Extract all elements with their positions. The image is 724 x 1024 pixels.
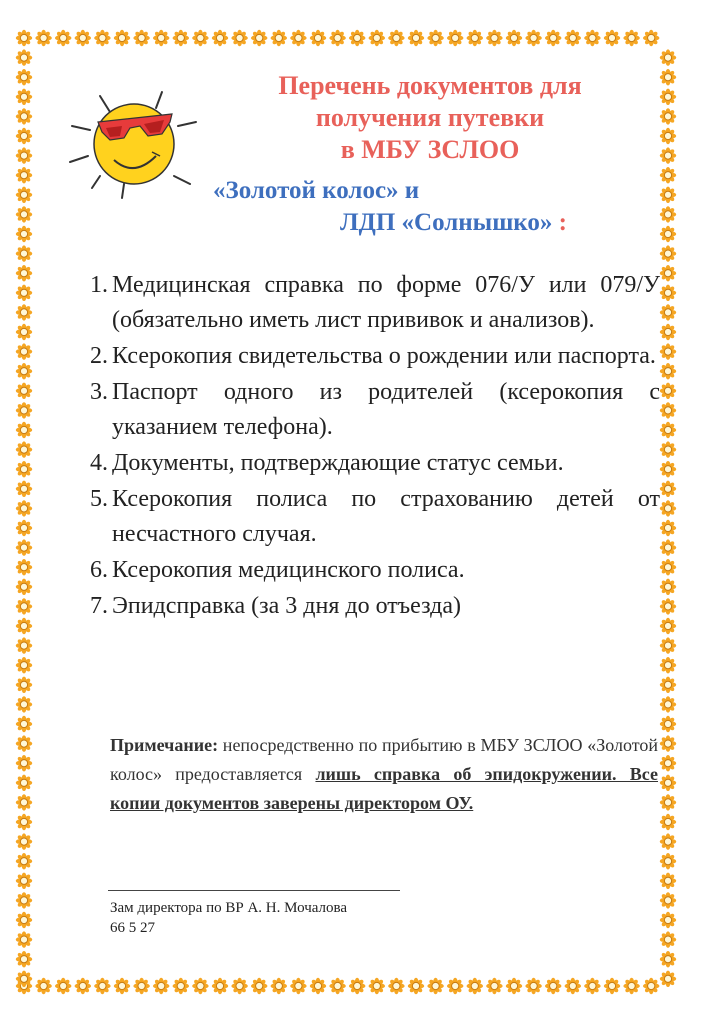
list-item bbox=[90, 375, 660, 445]
sun-with-sunglasses-icon bbox=[64, 86, 204, 216]
border-flower bbox=[660, 108, 676, 124]
border-flower bbox=[584, 30, 600, 46]
border-flower bbox=[467, 30, 483, 46]
border-flower bbox=[660, 637, 676, 653]
list-item-text: Ксерокопия свидетельства о рождении или паспорта. bbox=[112, 343, 656, 369]
list-item-number: 1. bbox=[90, 272, 108, 298]
border-flower bbox=[16, 539, 32, 555]
border-flower bbox=[16, 226, 32, 242]
border-flower bbox=[467, 978, 483, 994]
list-item bbox=[90, 446, 660, 481]
border-flower bbox=[16, 912, 32, 928]
border-flower bbox=[16, 971, 32, 987]
border-flower bbox=[153, 30, 169, 46]
documents-list bbox=[90, 268, 660, 625]
border-flower bbox=[16, 775, 32, 791]
border-flower bbox=[604, 978, 620, 994]
border-flower bbox=[525, 30, 541, 46]
signature-phone: 66 5 27 bbox=[110, 920, 155, 936]
border-flower bbox=[660, 324, 676, 340]
list-item bbox=[90, 553, 660, 588]
note-label: Примечание: bbox=[110, 735, 219, 755]
border-flower bbox=[290, 978, 306, 994]
border-flower bbox=[55, 978, 71, 994]
signature-block bbox=[110, 898, 347, 938]
border-flower bbox=[545, 978, 561, 994]
border-flower bbox=[16, 167, 32, 183]
border-flower bbox=[251, 30, 267, 46]
border-flower bbox=[660, 363, 676, 379]
subtitle-line-2 bbox=[340, 208, 567, 238]
list-item-number: 3. bbox=[90, 379, 108, 405]
border-flower bbox=[660, 618, 676, 634]
border-flower bbox=[660, 343, 676, 359]
border-flower bbox=[16, 147, 32, 163]
border-flower bbox=[290, 30, 306, 46]
border-flower bbox=[660, 89, 676, 105]
border-flower bbox=[660, 539, 676, 555]
list-item-text: Эпидсправка (за 3 дня до отъезда) bbox=[112, 593, 462, 619]
border-flower bbox=[623, 30, 639, 46]
border-flower bbox=[16, 89, 32, 105]
border-flower bbox=[660, 422, 676, 438]
border-flower bbox=[16, 951, 32, 967]
border-flower bbox=[16, 579, 32, 595]
border-flower bbox=[271, 978, 287, 994]
border-flower bbox=[660, 559, 676, 575]
border-flower bbox=[660, 285, 676, 301]
title-line-1: Перечень документов для bbox=[278, 71, 582, 100]
border-flower bbox=[133, 978, 149, 994]
border-flower bbox=[660, 775, 676, 791]
border-flower bbox=[16, 245, 32, 261]
list-item-text: Медицинская справка по форме 076/У или 079/У (обязательно иметь лист прививок и анализов). bbox=[112, 272, 660, 333]
border-flower bbox=[16, 735, 32, 751]
border-flower bbox=[486, 978, 502, 994]
border-flower bbox=[173, 30, 189, 46]
border-flower bbox=[16, 187, 32, 203]
border-flower bbox=[310, 30, 326, 46]
border-flower bbox=[643, 978, 659, 994]
border-flower bbox=[16, 265, 32, 281]
border-flower bbox=[660, 304, 676, 320]
border-flower bbox=[133, 30, 149, 46]
border-flower bbox=[660, 598, 676, 614]
border-flower bbox=[660, 716, 676, 732]
list-item-number: 2. bbox=[90, 343, 108, 369]
list-item-text: Ксерокопия полиса по страхованию детей от несчастного случая. bbox=[112, 486, 660, 547]
border-flower bbox=[16, 618, 32, 634]
border-flower bbox=[16, 794, 32, 810]
border-flower bbox=[660, 461, 676, 477]
border-flower bbox=[525, 978, 541, 994]
list-item-number: 6. bbox=[90, 557, 108, 583]
border-flower bbox=[349, 30, 365, 46]
border-flower bbox=[545, 30, 561, 46]
border-flower bbox=[660, 833, 676, 849]
border-flower bbox=[16, 30, 32, 46]
border-flower bbox=[153, 978, 169, 994]
border-flower bbox=[660, 931, 676, 947]
border-flower bbox=[16, 422, 32, 438]
border-flower bbox=[251, 978, 267, 994]
border-flower bbox=[16, 833, 32, 849]
border-flower bbox=[660, 481, 676, 497]
border-flower bbox=[16, 931, 32, 947]
border-flower bbox=[75, 978, 91, 994]
border-flower bbox=[114, 978, 130, 994]
border-flower bbox=[192, 978, 208, 994]
border-flower bbox=[16, 206, 32, 222]
border-flower bbox=[16, 363, 32, 379]
border-flower bbox=[660, 167, 676, 183]
border-flower bbox=[94, 978, 110, 994]
list-item-number: 5. bbox=[90, 486, 108, 512]
signature-divider bbox=[108, 890, 400, 891]
border-flower bbox=[16, 481, 32, 497]
border-flower bbox=[212, 978, 228, 994]
border-flower bbox=[660, 187, 676, 203]
note-underlined-text: лишь справка об эпидокружении. Все копии документов заверены директором ОУ. bbox=[110, 764, 659, 813]
border-flower bbox=[660, 49, 676, 65]
border-flower bbox=[192, 30, 208, 46]
border-flower bbox=[212, 30, 228, 46]
border-flower bbox=[231, 978, 247, 994]
subtitle-line-1: «Золотой колос» и bbox=[213, 177, 420, 204]
border-flower bbox=[16, 49, 32, 65]
border-flower bbox=[16, 637, 32, 653]
border-flower bbox=[660, 441, 676, 457]
border-flower bbox=[408, 978, 424, 994]
border-flower bbox=[16, 285, 32, 301]
border-flower bbox=[369, 978, 385, 994]
border-flower bbox=[408, 30, 424, 46]
border-flower bbox=[660, 206, 676, 222]
border-flower bbox=[506, 978, 522, 994]
border-flower bbox=[660, 755, 676, 771]
border-flower bbox=[388, 30, 404, 46]
border-flower bbox=[660, 951, 676, 967]
border-flower bbox=[660, 520, 676, 536]
border-flower bbox=[329, 978, 345, 994]
border-flower bbox=[173, 978, 189, 994]
border-flower bbox=[660, 892, 676, 908]
border-flower bbox=[16, 500, 32, 516]
border-flower bbox=[486, 30, 502, 46]
border-flower bbox=[16, 755, 32, 771]
border-flower bbox=[16, 402, 32, 418]
border-flower bbox=[16, 441, 32, 457]
border-flower bbox=[231, 30, 247, 46]
border-flower bbox=[35, 978, 51, 994]
border-flower bbox=[584, 978, 600, 994]
border-flower bbox=[565, 978, 581, 994]
border-flower bbox=[660, 69, 676, 85]
title-line-3: в МБУ ЗСЛОО bbox=[340, 135, 520, 164]
border-flower bbox=[623, 978, 639, 994]
border-flower bbox=[643, 30, 659, 46]
list-item bbox=[90, 482, 660, 552]
border-flower bbox=[660, 226, 676, 242]
border-flower bbox=[427, 30, 443, 46]
border-flower bbox=[660, 402, 676, 418]
list-item-number: 7. bbox=[90, 593, 108, 619]
border-flower bbox=[660, 147, 676, 163]
border-flower bbox=[16, 108, 32, 124]
border-flower bbox=[16, 814, 32, 830]
border-flower bbox=[660, 971, 676, 987]
border-flower bbox=[16, 716, 32, 732]
border-flower bbox=[16, 873, 32, 889]
subtitle-line-2-text: ЛДП «Солнышко» bbox=[340, 209, 553, 236]
border-flower bbox=[660, 814, 676, 830]
title-line-2: получения путевки bbox=[315, 103, 545, 132]
border-flower bbox=[660, 735, 676, 751]
border-flower bbox=[16, 598, 32, 614]
border-flower bbox=[565, 30, 581, 46]
border-flower bbox=[660, 579, 676, 595]
border-flower bbox=[16, 461, 32, 477]
border-flower bbox=[349, 978, 365, 994]
border-flower bbox=[16, 324, 32, 340]
note-text: непосредственно по прибытию в МБУ ЗСЛОО «Золотой колос» предоставляется bbox=[110, 735, 658, 784]
note-paragraph bbox=[110, 731, 658, 818]
border-flower bbox=[16, 520, 32, 536]
border-flower bbox=[660, 657, 676, 673]
border-flower bbox=[16, 892, 32, 908]
border-flower bbox=[16, 559, 32, 575]
border-flower bbox=[447, 978, 463, 994]
border-flower bbox=[660, 128, 676, 144]
border-flower bbox=[660, 500, 676, 516]
border-flower bbox=[660, 265, 676, 281]
border-flower bbox=[660, 245, 676, 261]
border-flower bbox=[16, 343, 32, 359]
border-flower bbox=[310, 978, 326, 994]
list-item-text: Документы, подтверждающие статус семьи. bbox=[112, 450, 564, 476]
border-flower bbox=[16, 304, 32, 320]
border-flower bbox=[660, 794, 676, 810]
border-flower bbox=[329, 30, 345, 46]
border-flower bbox=[35, 30, 51, 46]
border-flower bbox=[660, 677, 676, 693]
border-flower bbox=[75, 30, 91, 46]
border-flower bbox=[660, 383, 676, 399]
border-flower bbox=[16, 853, 32, 869]
signature-name: Зам директора по ВР А. Н. Мочалова bbox=[110, 900, 348, 916]
page-title bbox=[230, 70, 630, 166]
subtitle-colon: : bbox=[552, 209, 567, 236]
border-flower bbox=[16, 128, 32, 144]
border-flower bbox=[55, 30, 71, 46]
border-flower bbox=[16, 696, 32, 712]
border-flower bbox=[660, 696, 676, 712]
list-item bbox=[90, 339, 660, 374]
border-flower bbox=[94, 30, 110, 46]
list-item-text: Ксерокопия медицинского полиса. bbox=[112, 557, 465, 583]
list-item-number: 4. bbox=[90, 450, 108, 476]
border-flower bbox=[506, 30, 522, 46]
border-flower bbox=[16, 69, 32, 85]
border-flower bbox=[660, 853, 676, 869]
list-item-text: Паспорт одного из родителей (ксерокопия с указанием телефона). bbox=[112, 379, 660, 440]
border-flower bbox=[660, 873, 676, 889]
border-flower bbox=[16, 677, 32, 693]
border-flower bbox=[604, 30, 620, 46]
border-flower bbox=[369, 30, 385, 46]
border-flower bbox=[16, 657, 32, 673]
border-flower bbox=[447, 30, 463, 46]
border-flower bbox=[271, 30, 287, 46]
border-flower bbox=[388, 978, 404, 994]
list-item bbox=[90, 268, 660, 338]
list-item bbox=[90, 589, 660, 624]
border-flower bbox=[660, 912, 676, 928]
border-flower bbox=[114, 30, 130, 46]
border-flower bbox=[427, 978, 443, 994]
border-flower bbox=[16, 383, 32, 399]
